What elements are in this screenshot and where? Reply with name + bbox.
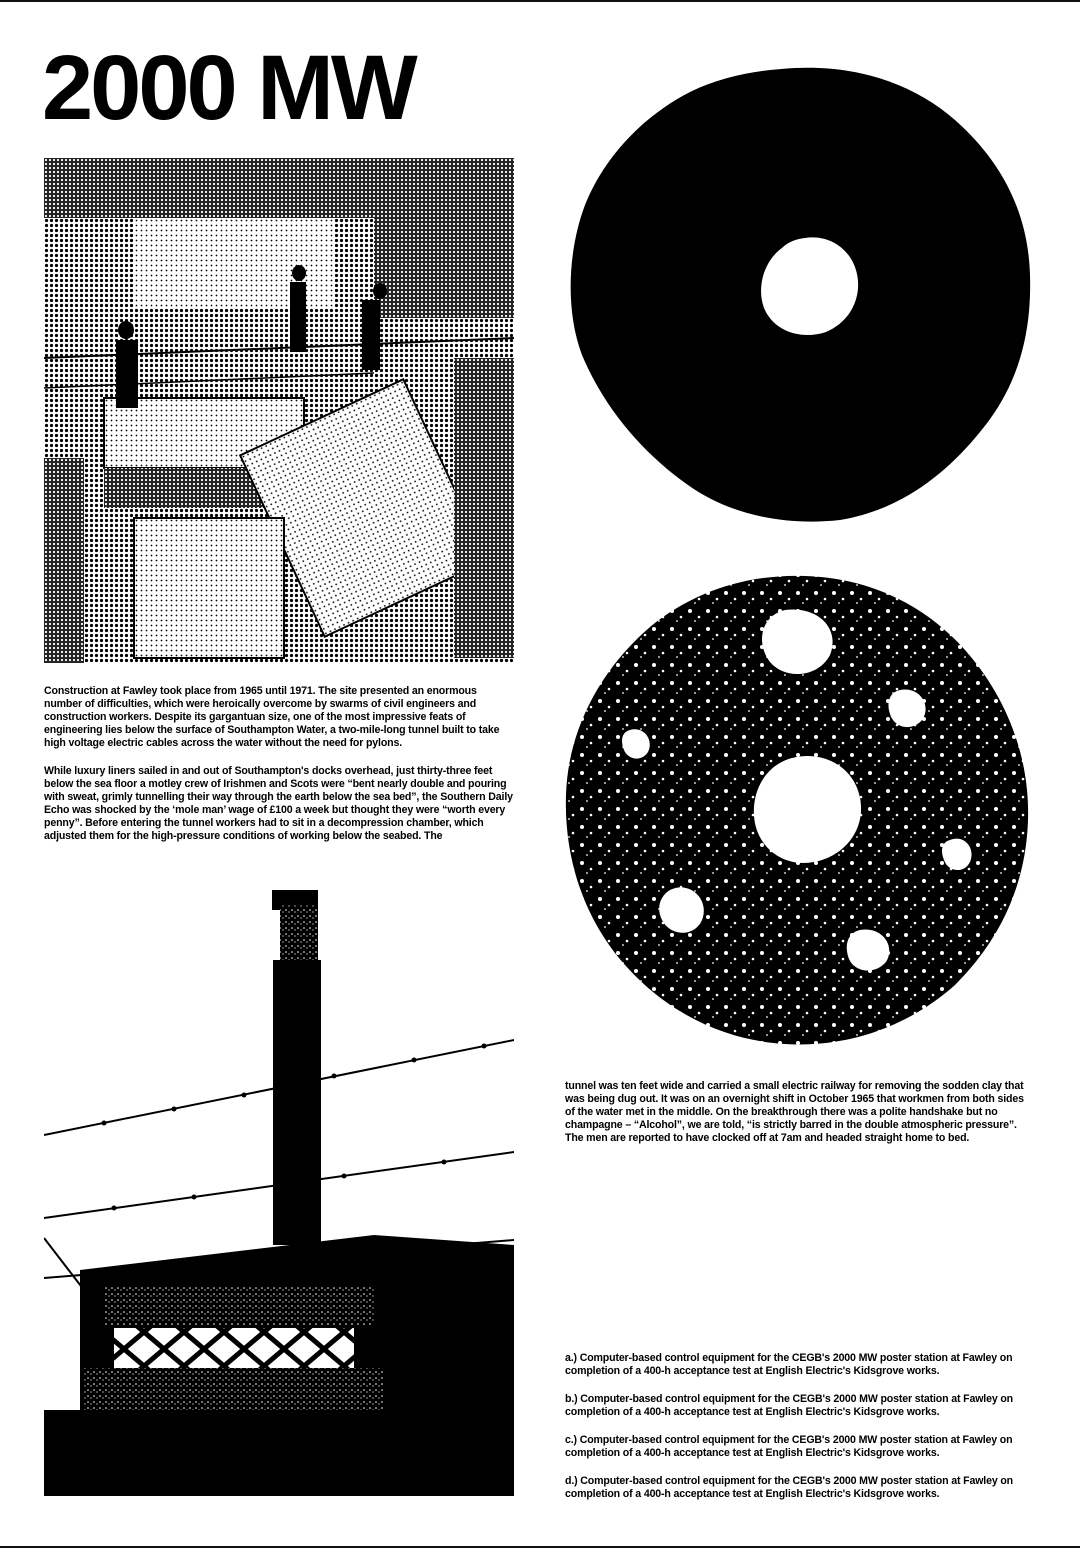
control-room-photo (44, 158, 514, 663)
body-paragraph-3: tunnel was ten feet wide and carried a small electric railway for removing the sodden clay that was being dug out. It was on an overnight shift in October 1965 that workmen from both sides of the water met in the middle. On the breakthrough there was a polite handshake but no champagne – “Alcohol”, we are told, “is strictly barred in the double atmospheric pressure”. The men are reported to have clocked off at 7am and headed straight home to bed. (565, 1080, 1024, 1144)
body-paragraph-1: Construction at Fawley took place from 1965 until 1971. The site presented an enormous number of difficulties, which were heroically overcome by swarms of civil engineers and construction workers. Despite its gargantuan size, one of the most impressive feats of engineering lies below the surface of Southampton Water, a two-mile-long tunnel built to take high voltage electric cables across the water without the need for pylons. (44, 685, 500, 749)
caption-c: c.) Computer-based control equipment for the CEGB's 2000 MW poster station at Fawley on completion of a 400-h acceptance test at English Electric's Kidsgrove works. (565, 1434, 1013, 1459)
caption-a: a.) Computer-based control equipment for the CEGB's 2000 MW poster station at Fawley on completion of a 400-h acceptance test at English Electric's Kidsgrove works. (565, 1352, 1013, 1377)
top-rule (0, 0, 1080, 2)
caption-d: d.) Computer-based control equipment for the CEGB's 2000 MW poster station at Fawley on completion of a 400-h acceptance test at English Electric's Kidsgrove works. (565, 1475, 1013, 1500)
power-station-photo (44, 890, 514, 1496)
textured-disc-image (560, 570, 1035, 1050)
caption-list (565, 1352, 1035, 1516)
solid-disc-image (560, 60, 1035, 530)
bottom-rule (0, 1546, 1080, 1548)
headline: 2000 MW (42, 37, 415, 139)
caption-b: b.) Computer-based control equipment for the CEGB's 2000 MW poster station at Fawley on completion of a 400-h acceptance test at English Electric's Kidsgrove works. (565, 1393, 1013, 1418)
body-paragraph-2: While luxury liners sailed in and out of Southampton's docks overhead, just thirty-three feet below the sea floor a motley crew of Irishmen and Scots were “bent nearly double and pouring with sweat, grimly tunnelling their way through the earth below the sea bed”, the Southern Daily Echo was shocked by the ‘mole man’ wage of £100 a week but thought they were “worth every penny”. Before entering the tunnel workers had to sit in a decompression chamber, which adjusted them for the high-pressure conditions of working below the seabed. The (44, 765, 513, 842)
